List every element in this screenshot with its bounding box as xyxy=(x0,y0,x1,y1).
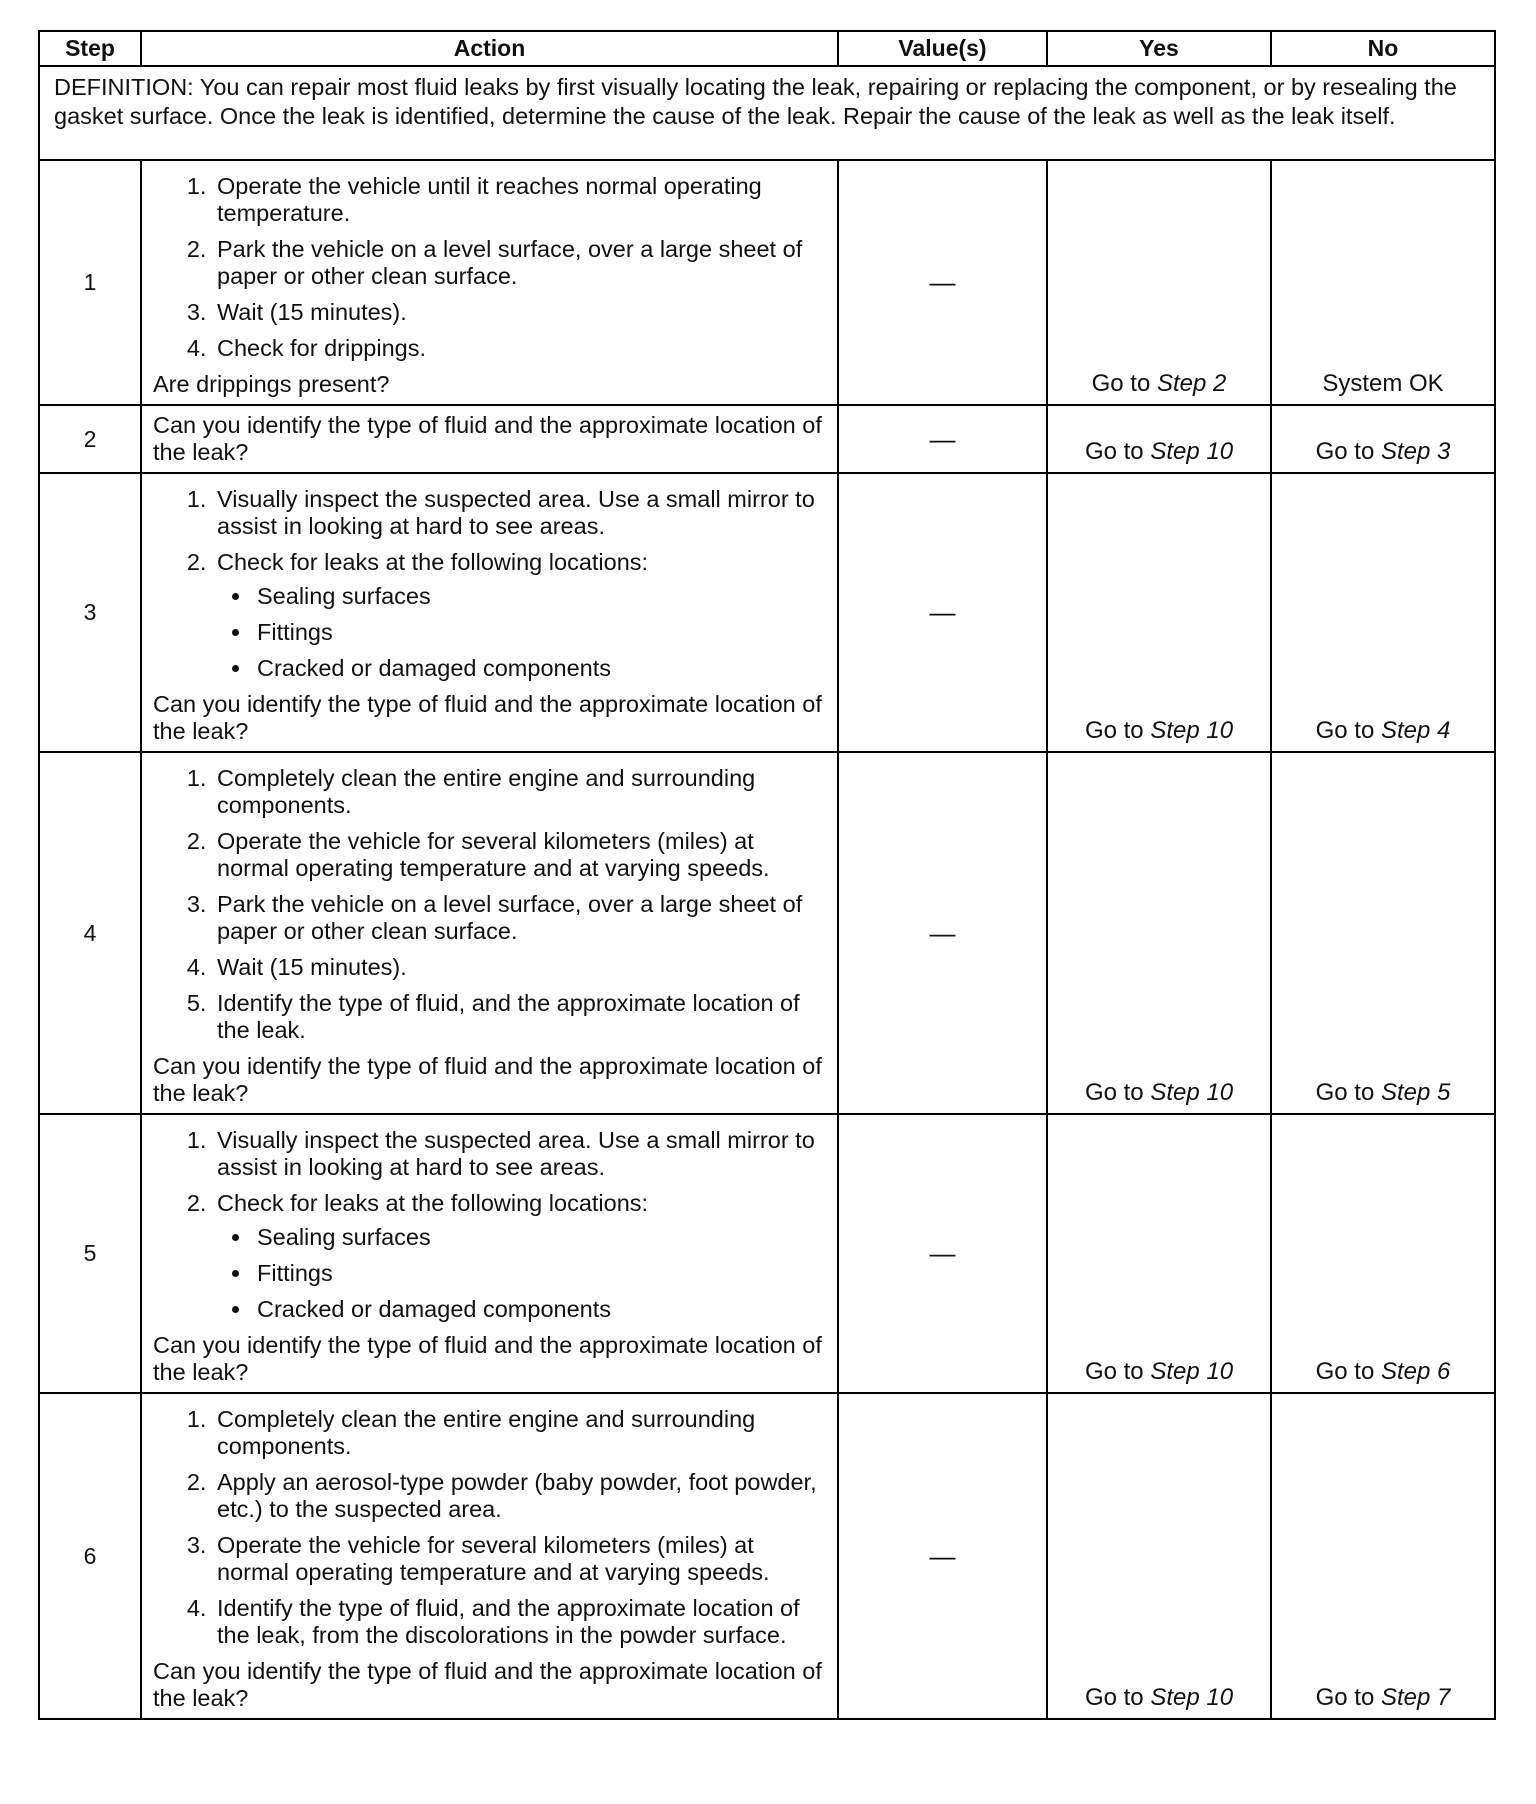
value-cell: — xyxy=(838,473,1047,752)
no-prefix: Go to xyxy=(1315,1684,1381,1711)
value-cell: — xyxy=(838,405,1047,473)
list-item: 2. Park the vehicle on a level surface, over a large sheet of paper or other clean surface. xyxy=(213,236,827,290)
question-text: Can you identify the type of fluid and the approximate location of the leak? xyxy=(153,1053,822,1106)
list-item: 1. Visually inspect the suspected area. Use a small mirror to assist in looking at hard to see areas. xyxy=(213,1127,827,1181)
action-list xyxy=(153,1406,827,1649)
no-step-ref: Step 4 xyxy=(1380,717,1451,744)
list-item: 2. Apply an aerosol-type powder (baby powder, foot powder, etc.) to the suspected area. xyxy=(213,1469,827,1523)
yes-step-ref: Step 10 xyxy=(1150,438,1234,465)
list-item xyxy=(213,1190,827,1323)
no-cell xyxy=(1271,1114,1495,1393)
table-row xyxy=(39,752,1495,1114)
yes-cell xyxy=(1047,160,1271,405)
yes-prefix: Go to xyxy=(1084,438,1151,465)
list-item: 3. Wait (15 minutes). xyxy=(213,299,827,326)
step-number: 2 xyxy=(39,405,141,473)
value-cell: — xyxy=(838,1393,1047,1719)
table-row xyxy=(39,405,1495,473)
step-number: 1 xyxy=(39,160,141,405)
no-cell xyxy=(1271,405,1495,473)
yes-step-ref: Step 10 xyxy=(1150,1358,1234,1385)
yes-step-ref: Step 10 xyxy=(1150,1684,1234,1711)
yes-prefix: Go to xyxy=(1084,1684,1151,1711)
list-item: 5. Identify the type of fluid, and the approximate location of the leak. xyxy=(213,990,827,1044)
bullet-item: • Sealing surfaces xyxy=(253,1224,827,1251)
yes-step-ref: Step 10 xyxy=(1150,717,1234,744)
table-row xyxy=(39,1393,1495,1719)
no-prefix: Go to xyxy=(1315,1079,1381,1106)
step-number: 6 xyxy=(39,1393,141,1719)
list-item: 1. Completely clean the entire engine and surrounding components. xyxy=(213,765,827,819)
yes-cell xyxy=(1047,1114,1271,1393)
value-cell: — xyxy=(838,160,1047,405)
list-item: 1. Visually inspect the suspected area. Use a small mirror to assist in looking at hard to see areas. xyxy=(213,486,827,540)
action-cell xyxy=(141,1114,838,1393)
no-cell: System OK xyxy=(1271,160,1495,405)
list-item: 3. Park the vehicle on a level surface, over a large sheet of paper or other clean surface. xyxy=(213,891,827,945)
list-item: 4. Check for drippings. xyxy=(213,335,827,362)
no-step-ref: Step 6 xyxy=(1380,1358,1451,1385)
header-step: Step xyxy=(39,31,141,66)
yes-prefix: Go to xyxy=(1084,1358,1151,1385)
bullet-list xyxy=(217,583,827,682)
yes-step-ref: Step 2 xyxy=(1156,370,1227,397)
list-item: 1. Completely clean the entire engine and surrounding components. xyxy=(213,1406,827,1460)
value-cell: — xyxy=(838,752,1047,1114)
list-item: 2. Operate the vehicle for several kilometers (miles) at normal operating temperature and at varying speeds. xyxy=(213,828,827,882)
bullet-item: • Fittings xyxy=(253,1260,827,1287)
list-item: 1. Operate the vehicle until it reaches normal operating temperature. xyxy=(213,173,827,227)
value-cell: — xyxy=(838,1114,1047,1393)
definition-row xyxy=(39,66,1495,160)
bullet-item: • Fittings xyxy=(253,619,827,646)
step-number: 4 xyxy=(39,752,141,1114)
header-row xyxy=(39,31,1495,66)
bullet-item: • Cracked or damaged components xyxy=(253,1296,827,1323)
yes-cell xyxy=(1047,1393,1271,1719)
no-prefix: Go to xyxy=(1315,438,1381,465)
yes-cell xyxy=(1047,405,1271,473)
header-yes: Yes xyxy=(1047,31,1271,66)
definition-text: DEFINITION: You can repair most fluid leaks by first visually locating the leak, repairing or replacing the component, or by resealing the gasket surface. Once the leak is identified, determine the cause of the leak. Repair the cause of the leak as well as the leak itself. xyxy=(39,66,1495,160)
yes-prefix: Go to xyxy=(1084,1079,1151,1106)
bullet-item: • Sealing surfaces xyxy=(253,583,827,610)
action-cell xyxy=(141,473,838,752)
no-prefix: Go to xyxy=(1315,1358,1381,1385)
question-text: Can you identify the type of fluid and the approximate location of the leak? xyxy=(153,1658,822,1711)
no-prefix: Go to xyxy=(1315,717,1381,744)
no-cell xyxy=(1271,752,1495,1114)
question-text: Are drippings present? xyxy=(153,371,390,397)
table-row xyxy=(39,1114,1495,1393)
action-cell xyxy=(141,752,838,1114)
yes-prefix: Go to xyxy=(1084,717,1151,744)
diagnostic-table xyxy=(38,30,1496,1720)
action-list xyxy=(153,486,827,682)
list-item: 4. Identify the type of fluid, and the approximate location of the leak, from the discolorations in the powder surface. xyxy=(213,1595,827,1649)
list-item-text: Check for leaks at the following locations: xyxy=(217,549,649,575)
list-item: 4. Wait (15 minutes). xyxy=(213,954,827,981)
no-cell xyxy=(1271,1393,1495,1719)
bullet-item: • Cracked or damaged components xyxy=(253,655,827,682)
list-item: 3. Operate the vehicle for several kilometers (miles) at normal operating temperature and at varying speeds. xyxy=(213,1532,827,1586)
question-text: Can you identify the type of fluid and the approximate location of the leak? xyxy=(153,412,822,465)
bullet-list xyxy=(217,1224,827,1323)
no-cell xyxy=(1271,473,1495,752)
list-item-text: Check for leaks at the following locations: xyxy=(217,1190,649,1216)
action-cell xyxy=(141,160,838,405)
yes-cell xyxy=(1047,752,1271,1114)
header-values: Value(s) xyxy=(838,31,1047,66)
step-number: 5 xyxy=(39,1114,141,1393)
list-item xyxy=(213,549,827,682)
header-no: No xyxy=(1271,31,1495,66)
no-step-ref: Step 5 xyxy=(1380,1079,1451,1106)
header-action: Action xyxy=(141,31,838,66)
yes-cell xyxy=(1047,473,1271,752)
action-cell xyxy=(141,1393,838,1719)
action-list xyxy=(153,173,827,362)
action-list xyxy=(153,1127,827,1323)
yes-prefix: Go to xyxy=(1091,370,1157,397)
no-step-ref: Step 3 xyxy=(1380,438,1451,465)
table-row xyxy=(39,160,1495,405)
action-cell xyxy=(141,405,838,473)
yes-step-ref: Step 10 xyxy=(1150,1079,1234,1106)
question-text: Can you identify the type of fluid and the approximate location of the leak? xyxy=(153,1332,822,1385)
question-text: Can you identify the type of fluid and the approximate location of the leak? xyxy=(153,691,822,744)
no-step-ref: Step 7 xyxy=(1380,1684,1451,1711)
step-number: 3 xyxy=(39,473,141,752)
action-list xyxy=(153,765,827,1044)
table-row xyxy=(39,473,1495,752)
